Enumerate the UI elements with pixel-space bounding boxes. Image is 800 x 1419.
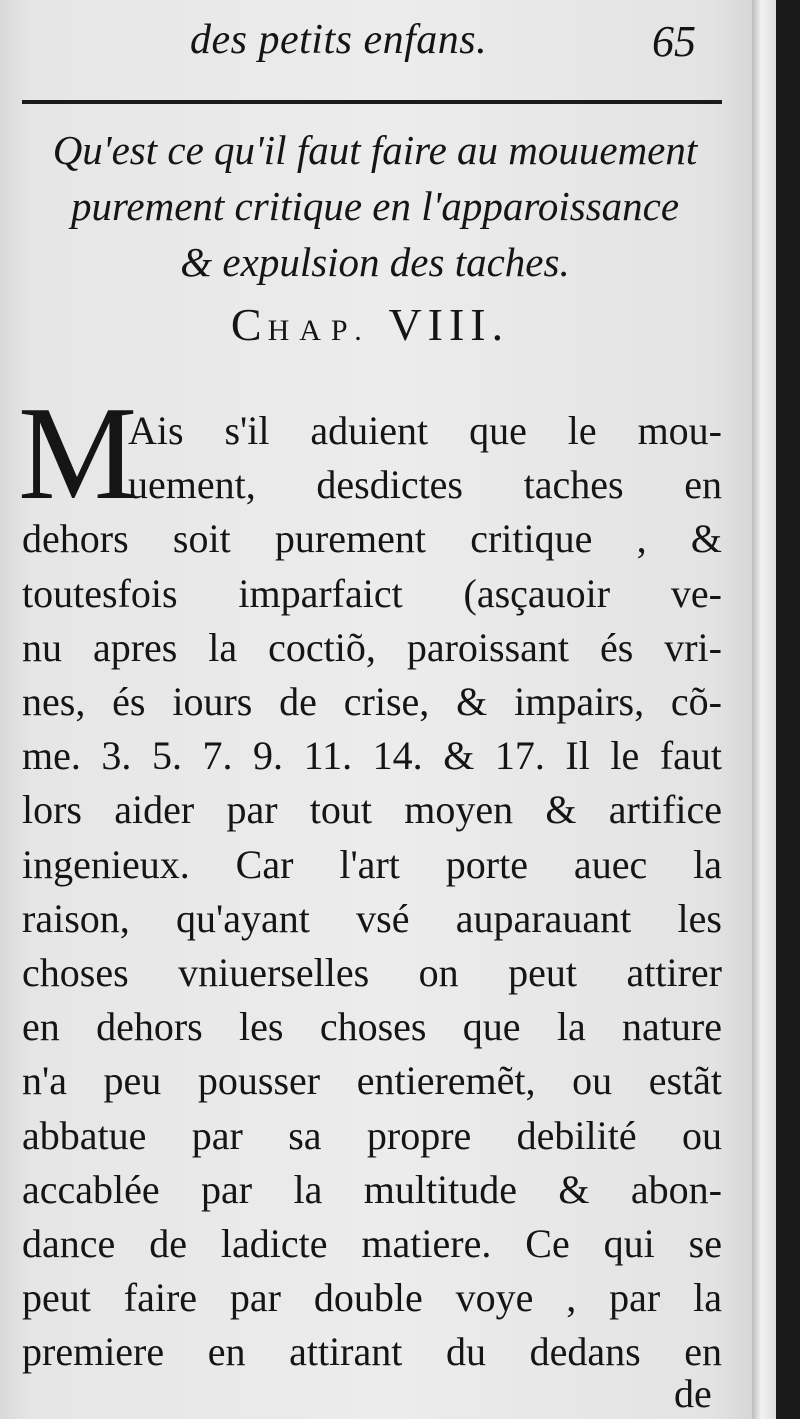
text-line: premiere en attirant du dedans en	[22, 1329, 722, 1375]
title-line: & expulsion des taches.	[180, 239, 570, 285]
body-text	[22, 404, 722, 1380]
text-line: raison, qu'ayant vsé auparauant les	[22, 895, 722, 941]
text-line: uement, desdictes taches en	[128, 462, 722, 508]
running-head: des petits enfans.	[190, 17, 488, 63]
title-line: Qu'est ce qu'il faut faire au mouuement	[52, 127, 698, 173]
text-line: Ais s'il aduient que le mou-	[128, 408, 722, 453]
text-line: toutesfois imparfaict (asçauoir ve-	[22, 570, 722, 616]
header-rule	[22, 100, 722, 104]
page-edge	[752, 0, 776, 1419]
text-line: abbatue par sa propre debilité ou	[22, 1112, 722, 1158]
text-line: nes, és iours de crise, & impairs, cõ-	[22, 679, 722, 725]
text-line: dance de ladicte matiere. Ce qui se	[22, 1221, 722, 1267]
text-line: choses vniuerselles on peut attirer	[22, 950, 722, 996]
text-line: n'a peu pousser entieremẽt, ou estãt	[22, 1058, 722, 1104]
text-line: en dehors les choses que la nature	[22, 1004, 722, 1050]
chapter-number: VIII.	[388, 299, 510, 350]
page-number: 65	[652, 17, 696, 66]
text-line: ingenieux. Car l'art porte auec la	[22, 841, 722, 887]
chapter-heading-initial: C	[230, 299, 268, 350]
text-line: dehors soit purement critique , &	[22, 516, 722, 562]
chapter-heading-word: HAP.	[267, 314, 372, 347]
chapter-heading	[0, 298, 740, 351]
drop-cap: M	[18, 379, 138, 527]
text-line: nu apres la coctiõ, paroissant és vri-	[22, 624, 722, 670]
catchword: de	[674, 1371, 712, 1416]
text-line: lors aider par tout moyen & artifice	[22, 787, 722, 833]
text-line: me. 3. 5. 7. 9. 11. 14. & 17. Il le faut	[22, 733, 722, 779]
chapter-title	[20, 122, 730, 290]
title-line: purement critique en l'apparoissance	[70, 183, 680, 229]
text-line: peut faire par double voye , par la	[22, 1275, 722, 1321]
text-line: accablée par la multitude & abon-	[22, 1166, 722, 1212]
